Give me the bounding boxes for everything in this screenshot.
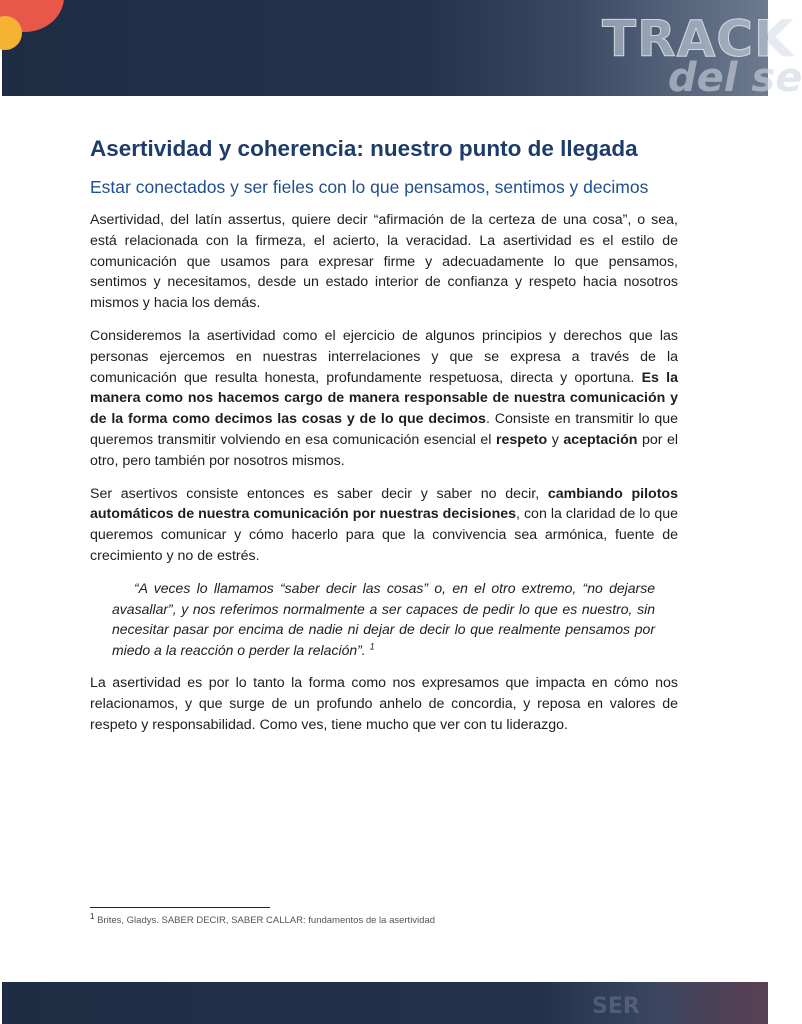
paragraph-2-text: . Consiste en transmitir lo que queremos transmitir volviendo en esa comunicación esencial el <box>90 411 678 448</box>
paragraph-3 <box>90 484 678 567</box>
block-quote <box>112 578 655 661</box>
footnote <box>90 911 436 926</box>
paragraph-3-bold-statement: cambiando pilotos automáticos de nuestra comunicación por nuestras decisiones <box>90 485 678 523</box>
footnote-divider <box>90 907 270 908</box>
paragraph-2-text: por el otro, pero también por nosotros mismos. <box>90 431 679 469</box>
paragraph-3-text: , con la claridad de lo que queremos comunicar y cómo hacerlo para que la convivencia sea armónica, fuente de crecimiento y no de estrés. <box>90 506 678 564</box>
paragraph-2-text: Consideremos la asertividad como el ejercicio de algunos principios y derechos que las personas ejercemos en nuestras interrelaciones y que se expresa a través de la comunicación que resulta honesta, profundamente respetuosa, directa y oportuna. <box>90 327 678 386</box>
paragraph-2-bold-statement: Es la manera como nos hacemos cargo de manera responsable de nuestra comunicación y de la forma como decimos las cosas y de lo que decimos <box>90 369 678 428</box>
quote-text: “A veces lo llamamos “saber decir las cosas” o, en el otro extremo, “no dejarse avasallar”, y nos referimos normalmente a ser capaces de pedir lo que es nuestro, sin necesitar pasar por encima de nadie ni dejar de decir lo que realmente pensamos por miedo a la reacción o perder la relación”. <box>112 579 655 659</box>
page-subtitle: Estar conectados y ser fieles con lo que pensamos, sentimos y decimos <box>90 177 649 197</box>
footnote-reference[interactable]: 1 <box>369 641 375 652</box>
document-body <box>90 134 678 735</box>
footnote-text: Brites, Gladys. SABER DECIR, SABER CALLAR: fundamentos de la asertividad <box>97 915 436 926</box>
footnote-number: 1 <box>90 911 95 921</box>
paragraph-2-text: y <box>547 431 564 448</box>
paragraph-3-text: Ser asertivos consiste entonces es saber decir y saber no decir, <box>90 485 548 502</box>
paragraph-1: Asertividad, del latín assertus, quiere decir “afirmación de la certeza de una cosa”, o sea, está relacionada con la firmeza, el acierto, la veracidad. La asertividad es el estilo de comunicación que usamos para expresar firme y adecuadamente lo que pensamos, sentimos y necesitamos, desde un estado interior de confianza y respeto hacia nosotros mismos y hacia los demás. <box>90 212 678 312</box>
footer-brand-logo: SER <box>592 994 640 1019</box>
header-brand-logo: TRACK <box>602 10 794 68</box>
paragraph-5: La asertividad es por lo tanto la forma como nos expresamos que impacta en cómo nos relacionamos, y que surge de un profundo anhelo de concordia, y reposa en valores de respeto y responsabilidad. Como ves, tiene mucho que ver con tu liderazgo. <box>90 674 678 733</box>
header-brand-logo-subline: del se <box>668 55 802 101</box>
header-banner <box>2 0 802 101</box>
footer-banner <box>2 982 768 1024</box>
paragraph-2 <box>90 326 678 472</box>
keyword-aceptacion: aceptación <box>563 431 638 448</box>
page-title: Asertividad y coherencia: nuestro punto de llegada <box>90 136 638 161</box>
keyword-respeto: respeto <box>495 431 548 448</box>
